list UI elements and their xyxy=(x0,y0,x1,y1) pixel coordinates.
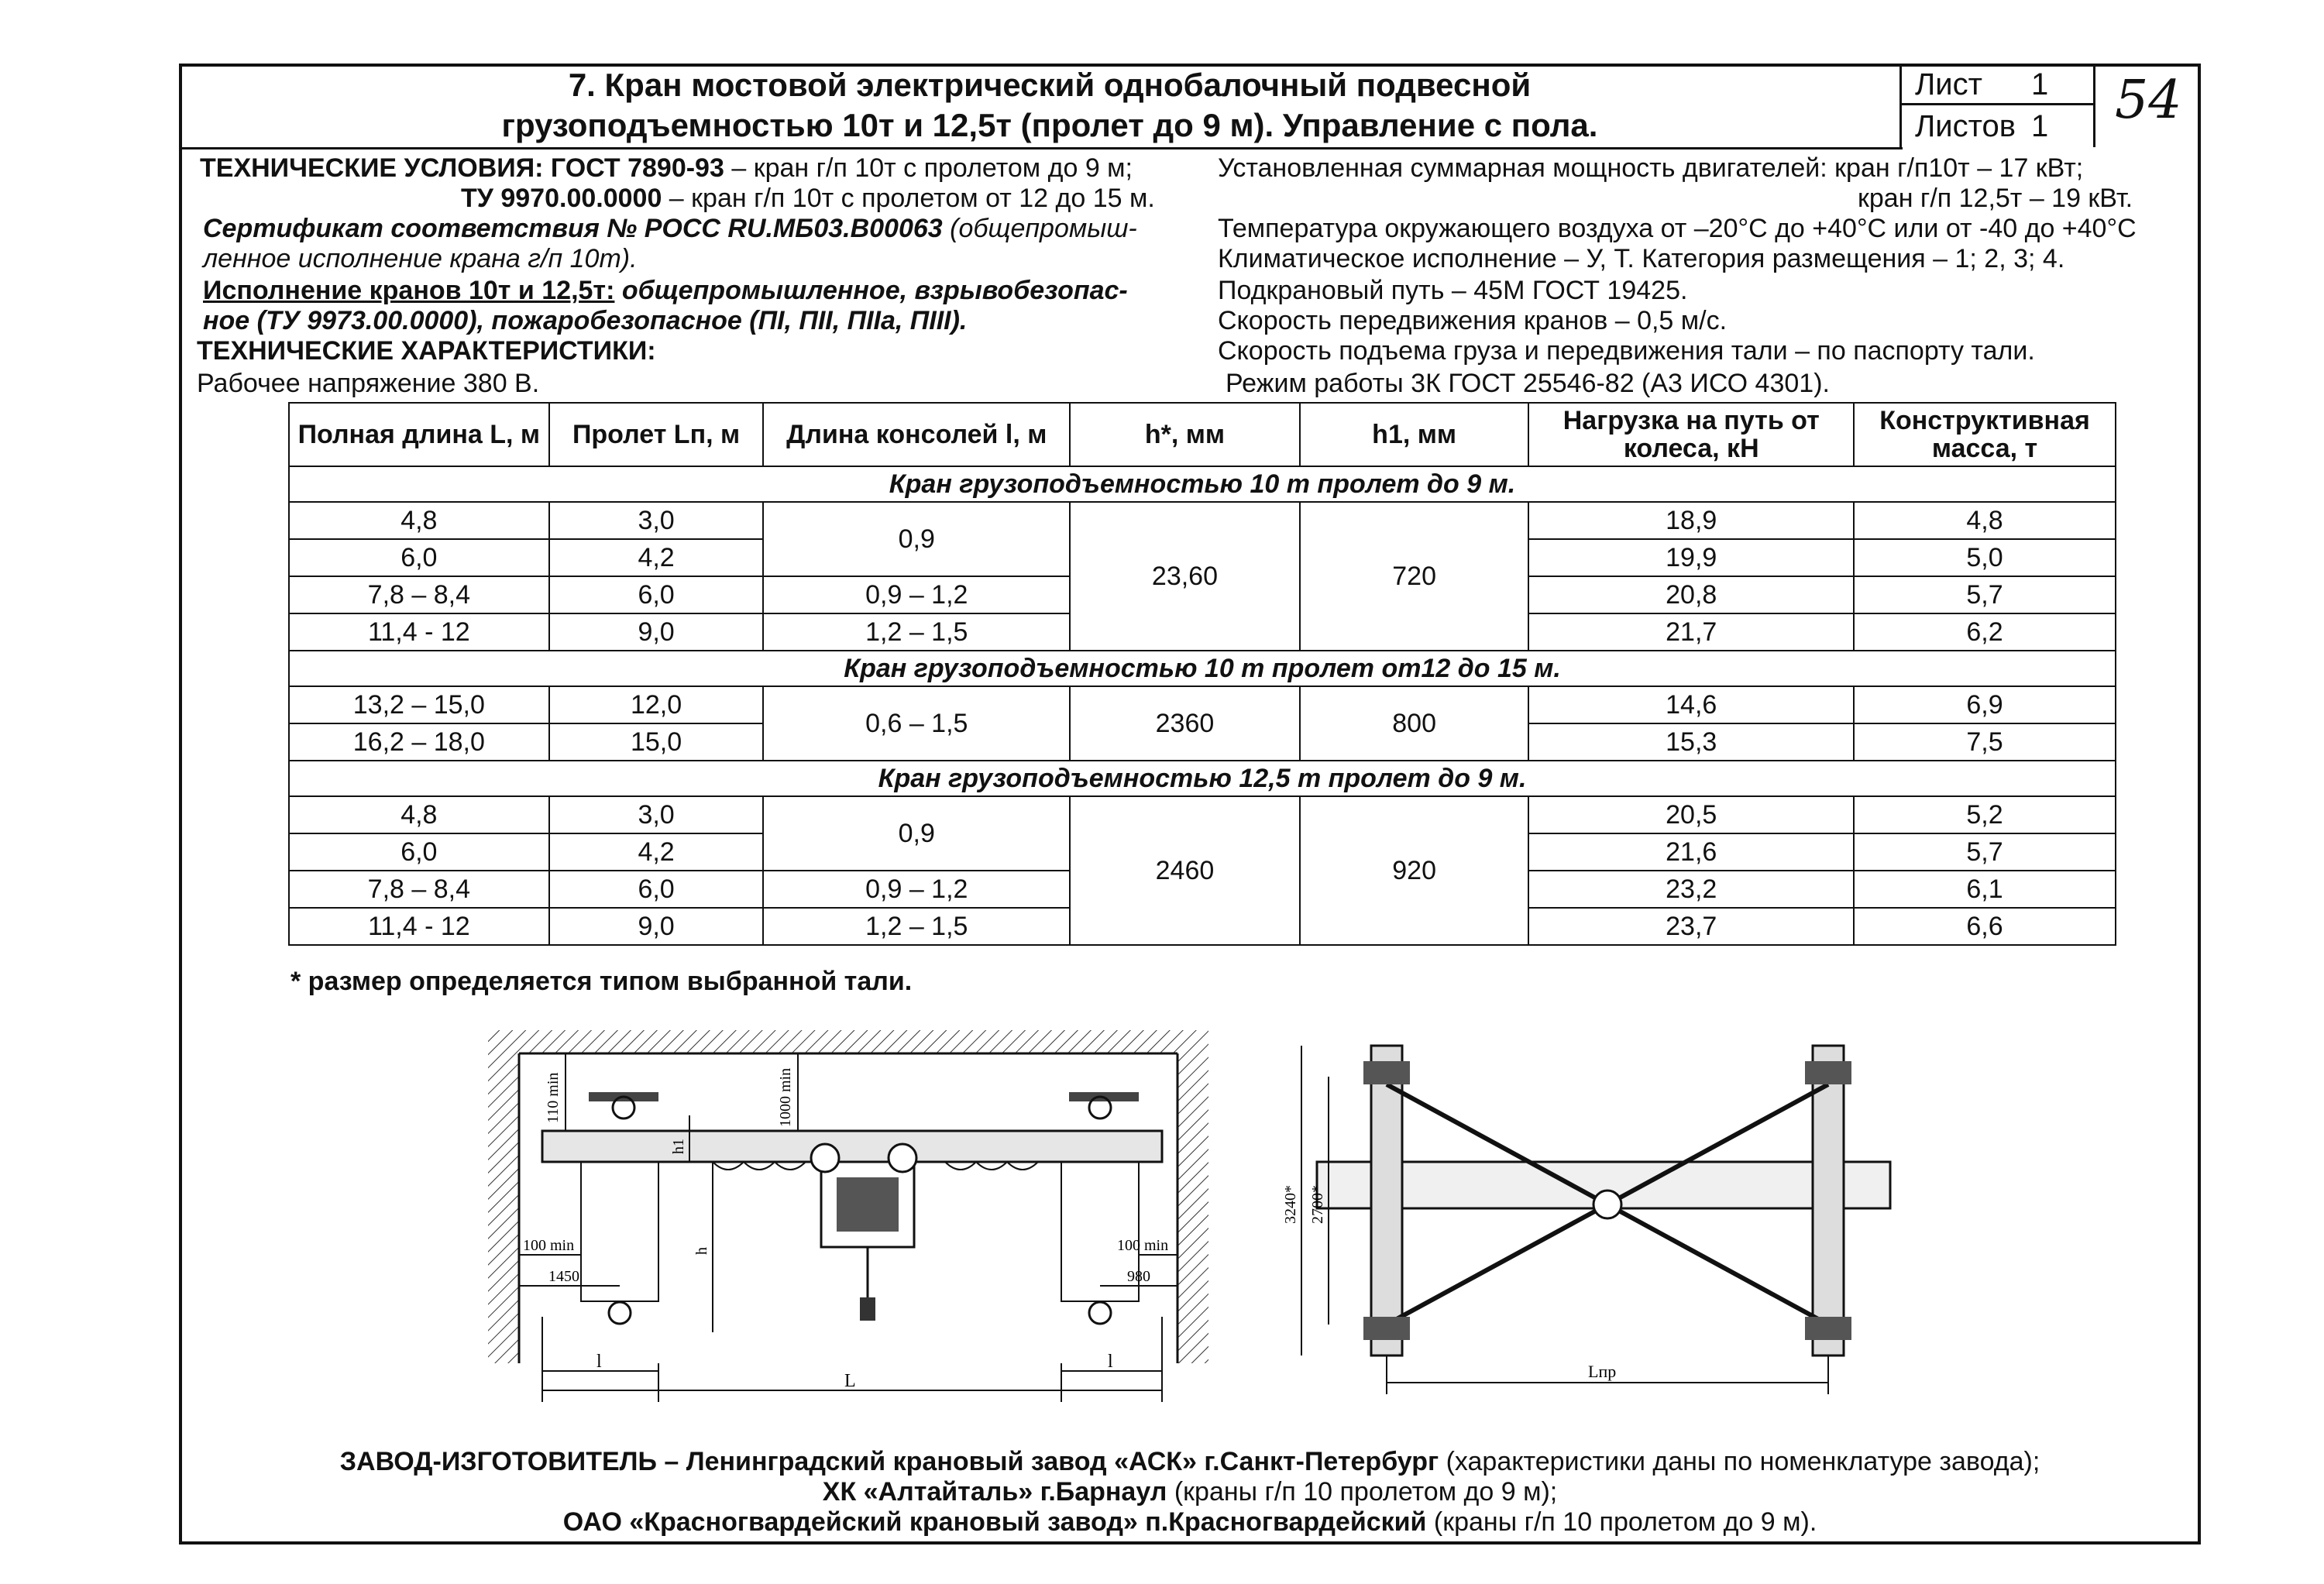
dim-1000-label: 1000 min xyxy=(777,1067,794,1127)
table-cell: 3,0 xyxy=(549,502,764,539)
temperature-text: Температура окружающего воздуха от –20°С до +40°С или от -40 до +40°С xyxy=(1218,214,2137,243)
specification-table xyxy=(288,402,2116,946)
table-cell: 6,6 xyxy=(1854,908,2116,945)
header-cell: Пролет Lп, м xyxy=(549,403,764,466)
crane-plan-view xyxy=(1255,1030,1952,1402)
title-line-2: грузоподъемностью 10т и 12,5т (пролет до 9 м). Управление с пола. xyxy=(501,107,1598,143)
footnote: * размер определяется типом выбранной тали. xyxy=(290,967,913,996)
table-cell: 720 xyxy=(1300,502,1529,651)
voltage-text: Рабочее напряжение 380 В. xyxy=(197,369,540,398)
table-cell: 1,2 – 1,5 xyxy=(763,613,1070,651)
title-line-1: 7. Кран мостовой электрический однобалочный подвесной xyxy=(568,67,1532,103)
table-cell: 7,8 – 8,4 xyxy=(289,576,549,613)
table-row xyxy=(289,686,2116,723)
table-cell: 2460 xyxy=(1070,796,1300,945)
tech-conditions-label: ТЕХНИЧЕСКИЕ УСЛОВИЯ: ГОСТ 7890-93 xyxy=(200,153,724,183)
hoist-drum xyxy=(837,1177,899,1232)
execution-text: общепромышленное, взрывобезопас- xyxy=(614,276,1128,305)
table-row xyxy=(289,796,2116,833)
table-cell: 4,2 xyxy=(549,539,764,576)
dim-1450-label: 1450 xyxy=(548,1268,579,1285)
section-title: Кран грузоподъемностью 12,5 т пролет до 9 м. xyxy=(289,761,2116,796)
table-cell: 4,8 xyxy=(1854,502,2116,539)
tech-conditions xyxy=(200,153,1133,184)
dim-L-label: L xyxy=(844,1371,856,1391)
tech-characteristics-heading: ТЕХНИЧЕСКИЕ ХАРАКТЕРИСТИКИ: xyxy=(197,336,656,366)
tu-line xyxy=(461,184,1155,214)
section-title: Кран грузоподъемностью 10 т пролет до 9 м. xyxy=(289,466,2116,502)
execution-line xyxy=(203,276,1128,306)
table-cell: 7,5 xyxy=(1854,723,2116,761)
section-row xyxy=(289,651,2116,686)
table-cell: 20,8 xyxy=(1528,576,1854,613)
manufacturer-line-1 xyxy=(179,1447,2201,1477)
table-cell: 0,9 xyxy=(763,796,1070,871)
table-cell: 1,2 – 1,5 xyxy=(763,908,1070,945)
manufacturer-2-note: (краны г/п 10 пролетом до 9 м); xyxy=(1167,1477,1558,1507)
table-cell: 6,9 xyxy=(1854,686,2116,723)
execution-label: Исполнение кранов 10т и 12,5т: xyxy=(203,276,615,305)
table-cell: 920 xyxy=(1300,796,1529,945)
dim-100-right-label: 100 min xyxy=(1117,1237,1169,1254)
crane-speed-text: Скорость передвижения кранов – 0,5 м/с. xyxy=(1218,306,1728,335)
table-cell: 5,7 xyxy=(1854,576,2116,613)
table-cell: 7,8 – 8,4 xyxy=(289,871,549,908)
dim-h-label: h xyxy=(693,1247,710,1255)
climate-text: Климатическое исполнение – У, Т. Категория размещения – 1; 2, 3; 4. xyxy=(1218,244,2065,273)
table-cell: 23,60 xyxy=(1070,502,1300,651)
table-cell: 6,0 xyxy=(549,871,764,908)
table-cell: 4,2 xyxy=(549,833,764,871)
tu-text: – кран г/п 10т с пролетом от 12 до 15 м. xyxy=(662,184,1155,213)
table-cell: 5,7 xyxy=(1854,833,2116,871)
title-divider xyxy=(179,147,1903,149)
dim-h1-label: h1 xyxy=(670,1139,687,1154)
dim-l-right-label: l xyxy=(1108,1352,1113,1372)
table-cell: 4,8 xyxy=(289,796,549,833)
sheets-row xyxy=(1899,105,2093,147)
table-cell: 21,6 xyxy=(1528,833,1854,871)
certificate-line-2: ленное исполнение крана г/п 10т). xyxy=(203,244,638,273)
table-cell: 0,9 xyxy=(763,502,1070,576)
execution-line-2: ное (ТУ 9973.00.0000), пожаробезопасное (ПI, ПII, ПIIа, ПIII). xyxy=(203,306,968,335)
dim-980-label: 980 xyxy=(1127,1268,1150,1285)
certificate-text: (общепромыш- xyxy=(942,214,1137,243)
table-cell: 19,9 xyxy=(1528,539,1854,576)
page-title xyxy=(186,65,1913,146)
table-cell: 800 xyxy=(1300,686,1529,761)
certificate-line xyxy=(203,214,1137,244)
manufacturer-1: ЗАВОД-ИЗГОТОВИТЕЛЬ – Ленинградский крановый завод «АСК» г.Санкт-Петербург xyxy=(339,1447,1439,1476)
table-cell: 6,0 xyxy=(289,539,549,576)
duty-text: Режим работы 3К ГОСТ 25546-82 (А3 ИСО 4301). xyxy=(1226,369,1830,398)
handwritten-page-number: 54 xyxy=(2115,70,2182,131)
table-cell: 6,0 xyxy=(549,576,764,613)
table-cell: 2360 xyxy=(1070,686,1300,761)
power-line-2: кран г/п 12,5т – 19 кВт. xyxy=(1858,184,2133,213)
table-cell: 23,7 xyxy=(1528,908,1854,945)
crane-side-view xyxy=(480,1022,1216,1410)
table-cell: 0,6 – 1,5 xyxy=(763,686,1070,761)
table-cell: 6,0 xyxy=(289,833,549,871)
tu-label: ТУ 9970.00.0000 xyxy=(461,184,662,213)
manufacturer-1-note: (характеристики даны по номенклатуре завода); xyxy=(1439,1447,2040,1476)
wall-right-hatch xyxy=(1177,1053,1208,1363)
header-cell: h*, мм xyxy=(1070,403,1300,466)
dim-3240-label: 3240* xyxy=(1282,1185,1299,1224)
table-header-row xyxy=(289,403,2116,466)
table-cell: 20,5 xyxy=(1528,796,1854,833)
manufacturer-3-note: (краны г/п 10 пролетом до 9 м). xyxy=(1426,1507,1817,1537)
hook-icon xyxy=(860,1297,875,1321)
header-cell: Конструктивная масса, т xyxy=(1854,403,2116,466)
header-cell: h1, мм xyxy=(1300,403,1529,466)
header-cell: Нагрузка на путь от колеса, кН xyxy=(1528,403,1854,466)
tech-conditions-text: – кран г/п 10т с пролетом до 9 м; xyxy=(724,153,1133,183)
table-cell: 9,0 xyxy=(549,613,764,651)
table-cell: 21,7 xyxy=(1528,613,1854,651)
table-cell: 6,1 xyxy=(1854,871,2116,908)
sheet-row xyxy=(1899,64,2093,105)
main-beam xyxy=(542,1131,1162,1162)
header-cell: Длина консолей l, м xyxy=(763,403,1070,466)
dim-2700-label: 2700* xyxy=(1309,1185,1326,1224)
sheet-value: 1 xyxy=(2031,67,2049,101)
table-cell: 0,9 – 1,2 xyxy=(763,576,1070,613)
dim-100-left-label: 100 min xyxy=(523,1237,575,1254)
certificate-label: Сертификат соответствия № РОСС RU.МБ03.В00063 xyxy=(203,214,943,243)
table-cell: 5,2 xyxy=(1854,796,2116,833)
table-cell: 4,8 xyxy=(289,502,549,539)
table-cell: 16,2 – 18,0 xyxy=(289,723,549,761)
table-cell: 18,9 xyxy=(1528,502,1854,539)
table-cell: 23,2 xyxy=(1528,871,1854,908)
manufacturer-line-2 xyxy=(179,1477,2201,1507)
ceiling-hatch xyxy=(488,1030,1208,1053)
dim-110-label: 110 min xyxy=(545,1072,562,1123)
manufacturer-2: ХК «Алтайталь» г.Барнаул xyxy=(822,1477,1167,1507)
table-cell: 6,2 xyxy=(1854,613,2116,651)
table-cell: 15,3 xyxy=(1528,723,1854,761)
table-cell: 14,6 xyxy=(1528,686,1854,723)
dim-l-left-label: l xyxy=(596,1352,602,1372)
table-cell: 9,0 xyxy=(549,908,764,945)
sheets-label: Листов xyxy=(1915,109,2016,143)
table-cell: 3,0 xyxy=(549,796,764,833)
table-cell: 5,0 xyxy=(1854,539,2116,576)
sheet-label: Лист xyxy=(1915,67,1982,101)
table-cell: 11,4 - 12 xyxy=(289,613,549,651)
sheet-block xyxy=(1899,64,2093,147)
table-cell: 11,4 - 12 xyxy=(289,908,549,945)
section-row xyxy=(289,761,2116,796)
table-cell: 0,9 – 1,2 xyxy=(763,871,1070,908)
sheets-value: 1 xyxy=(2031,109,2049,143)
table-cell: 13,2 – 15,0 xyxy=(289,686,549,723)
track-text: Подкрановый путь – 45М ГОСТ 19425. xyxy=(1218,276,1688,305)
header-cell: Полная длина L, м xyxy=(289,403,549,466)
lift-speed-text: Скорость подъема груза и передвижения тали – по паспорту тали. xyxy=(1218,336,2035,366)
dim-Lpr-label: Lпр xyxy=(1588,1362,1617,1381)
section-title: Кран грузоподъемностью 10 т пролет от12 до 15 м. xyxy=(289,651,2116,686)
table-cell: 15,0 xyxy=(549,723,764,761)
manufacturer-line-3 xyxy=(179,1507,2201,1538)
wall-left-hatch xyxy=(488,1053,519,1363)
table-row xyxy=(289,502,2116,539)
table-cell: 12,0 xyxy=(549,686,764,723)
section-row xyxy=(289,466,2116,502)
manufacturer-3: ОАО «Красногвардейский крановый завод» п.Красногвардейский xyxy=(562,1507,1427,1537)
power-line-1: Установленная суммарная мощность двигателей: кран г/п10т – 17 кВт; xyxy=(1218,153,2084,183)
title-divider-vertical-2 xyxy=(2093,64,2095,147)
